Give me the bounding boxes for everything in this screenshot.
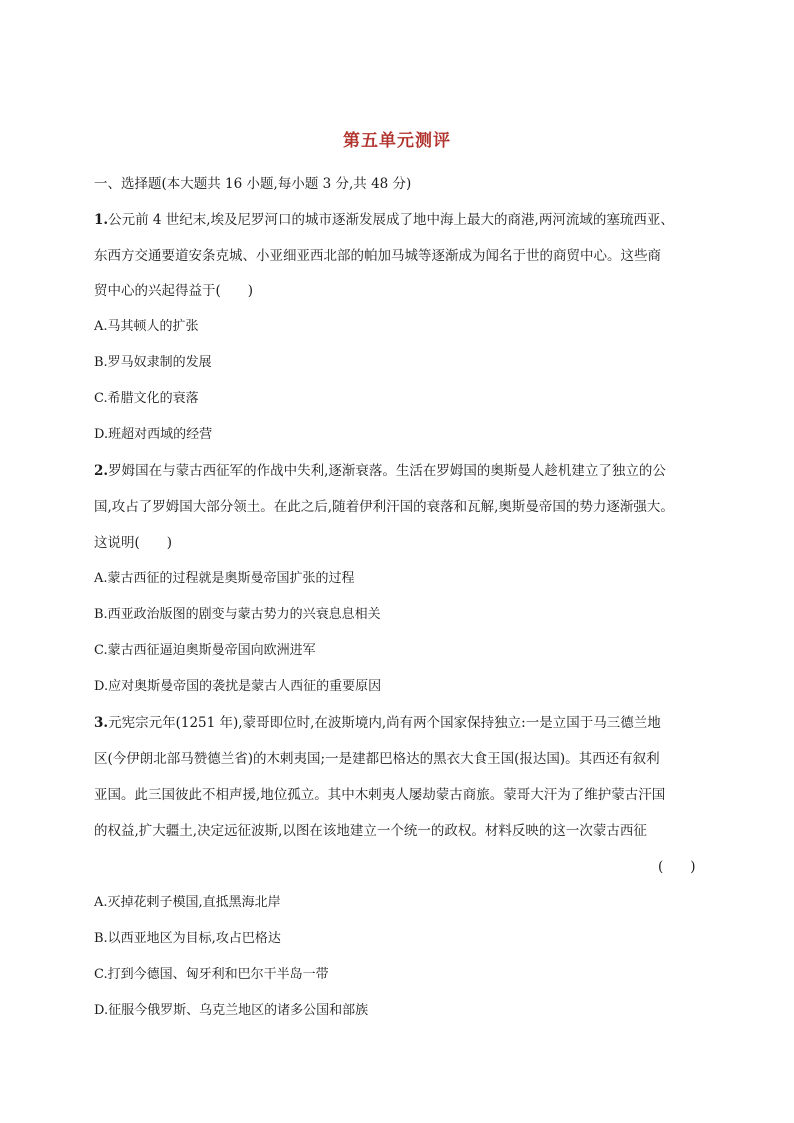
question-1-option-c: C.希腊文化的衰落 bbox=[94, 391, 199, 406]
question-3-line-1 bbox=[94, 714, 661, 732]
question-3-option-b: B.以西亚地区为目标,攻占巴格达 bbox=[94, 931, 281, 946]
question-2-option-d: D.应对奥斯曼帝国的袭扰是蒙古人西征的重要原因 bbox=[94, 679, 382, 694]
question-number: 3. bbox=[94, 715, 109, 731]
question-1-option-b: B.罗马奴隶制的发展 bbox=[94, 355, 212, 370]
question-2-line-3: 这说明( ) bbox=[94, 535, 173, 551]
question-2-option-a: A.蒙古西征的过程就是奥斯曼帝国扩张的过程 bbox=[94, 571, 355, 586]
page-title: 第五单元测评 bbox=[343, 131, 451, 151]
question-2-option-b: B.西亚政治版图的剧变与蒙古势力的兴衰息息相关 bbox=[94, 607, 381, 622]
question-number: 2. bbox=[94, 463, 109, 479]
question-3-option-c: C.打到今德国、匈牙利和巴尔干半岛一带 bbox=[94, 967, 329, 982]
question-1-line-2: 东西方交通要道安条克城、小亚细亚西北部的帕加马城等逐渐成为闻名于世的商贸中心。这些商 bbox=[94, 248, 661, 264]
question-1-option-d: D.班超对西域的经营 bbox=[94, 427, 213, 442]
question-3-option-a: A.灭掉花剌子模国,直抵黑海北岸 bbox=[94, 895, 281, 910]
question-3-line-2: 区(今伊朗北部马赞德兰省)的木剌夷国;一是建都巴格达的黑衣大食王国(报达国)。其西还有叙利 bbox=[94, 751, 660, 767]
question-3-line-4: 的权益,扩大疆土,决定远征波斯,以图在该地建立一个统一的政权。材料反映的这一次蒙古西征 bbox=[94, 823, 647, 839]
question-2-line-2: 国,攻占了罗姆国大部分领土。在此之后,随着伊利汗国的衰落和瓦解,奥斯曼帝国的势力逐渐强大。 bbox=[94, 499, 674, 515]
question-number: 1. bbox=[94, 212, 109, 228]
question-text: 罗姆国在与蒙古西征军的作战中失利,逐渐衰落。生活在罗姆国的奥斯曼人趁机建立了独立的公 bbox=[108, 463, 666, 479]
question-1-line-3: 贸中心的兴起得益于( ) bbox=[94, 283, 254, 299]
question-3-line-3: 亚国。此三国彼此不相声援,地位孤立。其中木剌夷人屡劫蒙古商旅。蒙哥大汗为了维护蒙古汗国 bbox=[94, 787, 666, 803]
question-1-line-1 bbox=[94, 211, 674, 229]
question-3-option-d: D.征服今俄罗斯、乌克兰地区的诸多公国和部族 bbox=[94, 1003, 369, 1018]
question-2-line-1 bbox=[94, 462, 666, 480]
question-2-option-c: C.蒙古西征逼迫奥斯曼帝国向欧洲进军 bbox=[94, 643, 316, 658]
section-heading: 一、选择题(本大题共 16 小题,每小题 3 分,共 48 分) bbox=[94, 176, 412, 192]
question-1-option-a: A.马其顿人的扩张 bbox=[94, 319, 199, 334]
question-text: 元宪宗元年(1251 年),蒙哥即位时,在波斯境内,尚有两个国家保持独立:一是立国于马三德兰地 bbox=[108, 715, 661, 731]
answer-paren: ( ) bbox=[658, 859, 696, 875]
question-text: 公元前 4 世纪末,埃及尼罗河口的城市逐渐发展成了地中海上最大的商港,两河流域的塞琉西亚、 bbox=[108, 212, 674, 228]
